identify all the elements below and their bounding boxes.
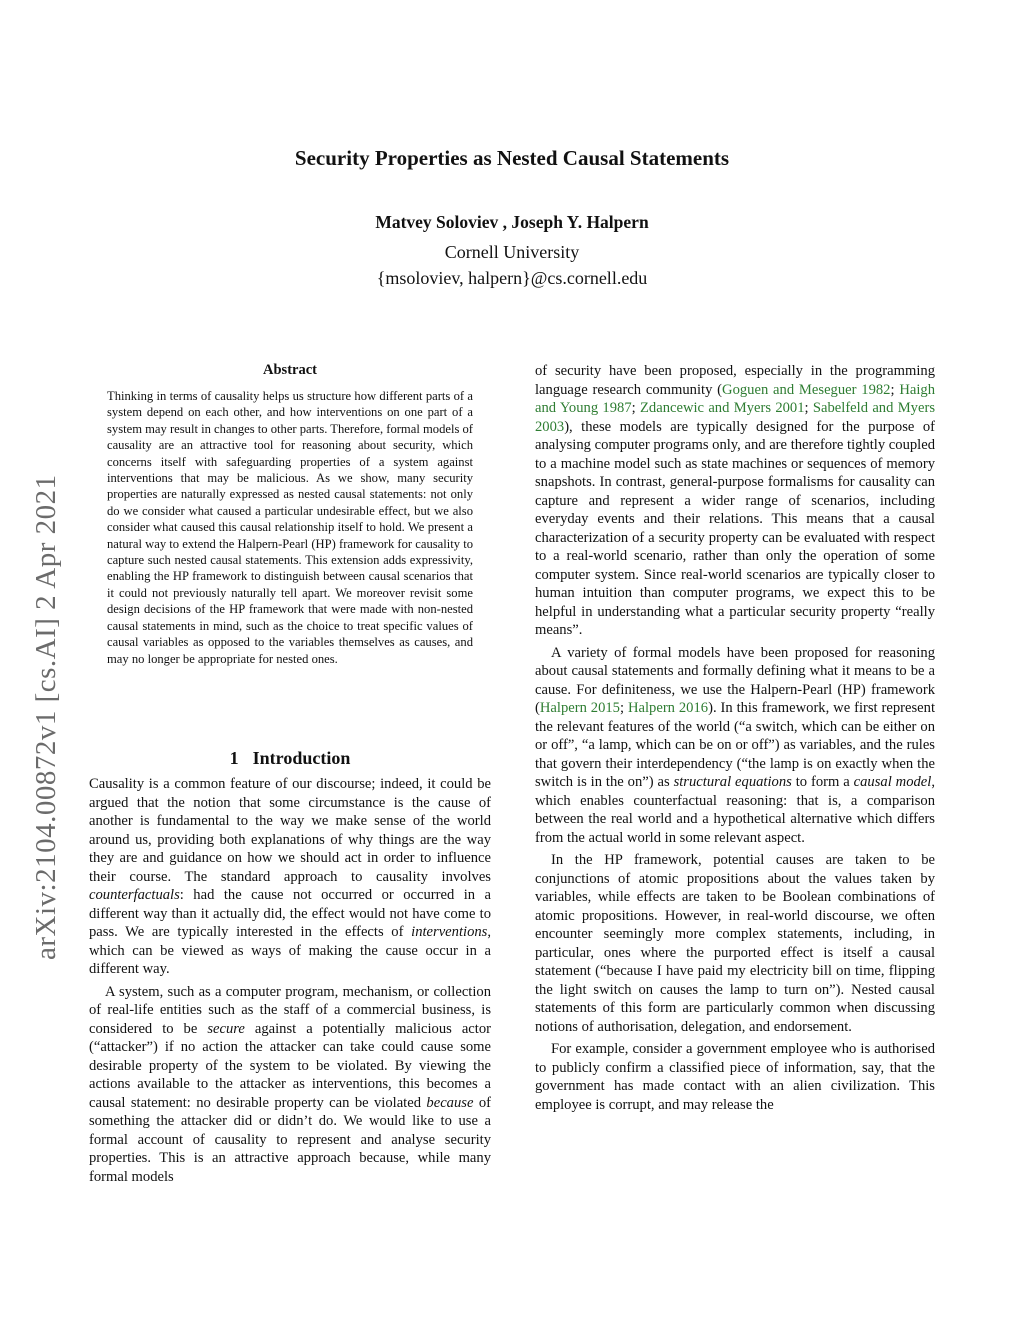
paper-title: Security Properties as Nested Causal Statements [294,146,730,170]
emphasis-because: because [426,1094,474,1111]
citation-link[interactable]: Halpern 2015 [539,700,620,716]
emphasis-causal-model: causal model [853,774,932,790]
intro-paragraph-1: Causality is a common feature of our discourse; indeed, it could be argued that the notion that some circumstance is the cause of another is fundamental to the way we make sense of the world around us, providing both explanations of why things are the way they are and guidance on how we should act in order to influence their course. The standard approach to causality involves counterfactuals: had the cause not occurred or occurred in a different way than it actually did, the effect would not have come to pass. We are typically interested in the effects of interventions, which can be viewed as ways of making the cause occur in a different way. [89,776,491,977]
emphasis-interventions: interventions [411,924,488,940]
author-list: Matvey Soloviev , Joseph Y. Halpern [375,212,649,232]
affiliation: Cornell University [444,242,580,262]
emphasis-secure: secure [207,1020,245,1037]
right-column [535,362,935,1118]
arxiv-stamp: arXiv:2104.00872v1 [cs.AI] 2 Apr 2021 [30,474,62,960]
abstract-text: Thinking in terms of causality helps us structure how different parts of a system depend on each other, and how interventions on one part of a system may result in changes to other parts. Therefore, formal models of causality are an attractive tool for reasoning about security, which concerns itself with safeguarding properties of a system against interventions that may be malicious. As we show, many security properties are naturally expressed as nested causal statements: not only do we consider what caused a particular undesirable effect, but we also consider what caused this causal relationship itself to hold. We present a natural way to extend the Halpern-Pearl (HP) framework for causality to capture such nested causal statements. This extension adds expressivity, enabling the HP framework to distinguish between causal scenarios that it could not previously naturally tell apart. We moreover revisit some design decisions of the HP framework that were made with non-nested causal statements in mind, such as the choice to treat specific values of causal variables as opposed to the variables themselves as causes, and may no longer be appropriate for nested ones. [107,389,473,666]
abstract-heading: Abstract [263,362,317,378]
intro-paragraph-2: A system, such as a computer program, mechanism, or collection of real-life entities such as the staff of a commercial business, is considered to be secure against a potentially malicious actor (“attacker”) if no action the attacker can take could cause some desirable property of the system to be violated. By viewing the actions available to the attacker as interventions, this becomes a causal statement: no desirable property can be violated because of something the attacker did or didn’t do. We would like to use a formal account of causality to represent and analyse security properties. This is an attractive approach because, while many formal models [89,983,491,1185]
section-title: Introduction [252,748,351,768]
intro-paragraph-6: For example, consider a government employee who is authorised to publicly confirm a classified piece of information, say, that the government has made contact with an alien civilization. This employee is corrupt, and may release the [535,1041,935,1113]
emphasis-structural-equations: structural equations [673,774,792,790]
citation-link[interactable]: Halpern 2016 [627,700,709,716]
abstract-block [107,362,473,667]
citation-link[interactable]: Haigh and Young 1987 [535,381,936,416]
intro-paragraph-5: In the HP framework, potential causes are taken to be conjunctions of atomic propositions about the values taken by variables, while effects are taken to be Boolean combinations of atomic propositions. However, in real-world discourse, we often encounter seemingly more complex statements, including, in particular, ones where the purported effect is itself a causal statement (“because I have paid my electricity bill on time, flipping the light switch on causes the lamp to turn on”). Nested causal statements of this form are particularly common when discussing notions of authorisation, delegation, and endorsement. [535,852,935,1035]
citation-link[interactable]: Sabelfeld and Myers 2003 [535,400,935,435]
intro-paragraph-4: A variety of formal models have been proposed for reasoning about causal statements and formally defining what it means to be a cause. For definiteness, we use the Halpern-Pearl (HP) framework (Halpern 2015; Halpern 2016). In this framework, we first represent the relevant features of the world (“a switch, which can be either on or off”, “a lamp, which can be on or off”) as variables, and the rules that govern their interdependency (“the lamp is on exactly when the switch is in the on”) as structural equations to form a causal model, which enables counterfactual reasoning: that is, a comparison between the real world and a hypothetical alternative which differs from the actual world in some relevant aspect. [535,644,936,846]
section-heading-introduction [89,748,491,769]
intro-paragraph-3: of security have been proposed, especially in the programming language research community (Goguen and Meseguer 1982; Haigh and Young 1987; Zdancewic and Myers 2001; Sabelfeld and Myers 2003), these models are typically designed for the purpose of analysing computer programs only, and are therefore tightly coupled to a machine model such as state machines or sequences of memory snapshots. In contrast, general-purpose formalisms for causality can capture and represent a wider range of scenarios, including everyday events and their relations. This means that a causal characterization of a security property can be evaluated with respect to a real-world scenario, rather than only the operation of some computer system. Since real-world scenarios are typically closer to human intuition than computer programs, we expect this to be helpful in understanding what a particular security property “really means”. [535,363,936,638]
citation-link[interactable]: Zdancewic and Myers 2001 [640,400,805,416]
emphasis-counterfactuals: counterfactuals [89,887,180,903]
author-emails: {msoloviev, halpern}@cs.cornell.edu [376,268,648,288]
citation-link[interactable]: Goguen and Meseguer 1982 [722,381,891,398]
left-column [89,775,491,1190]
section-number: 1 [229,748,239,768]
